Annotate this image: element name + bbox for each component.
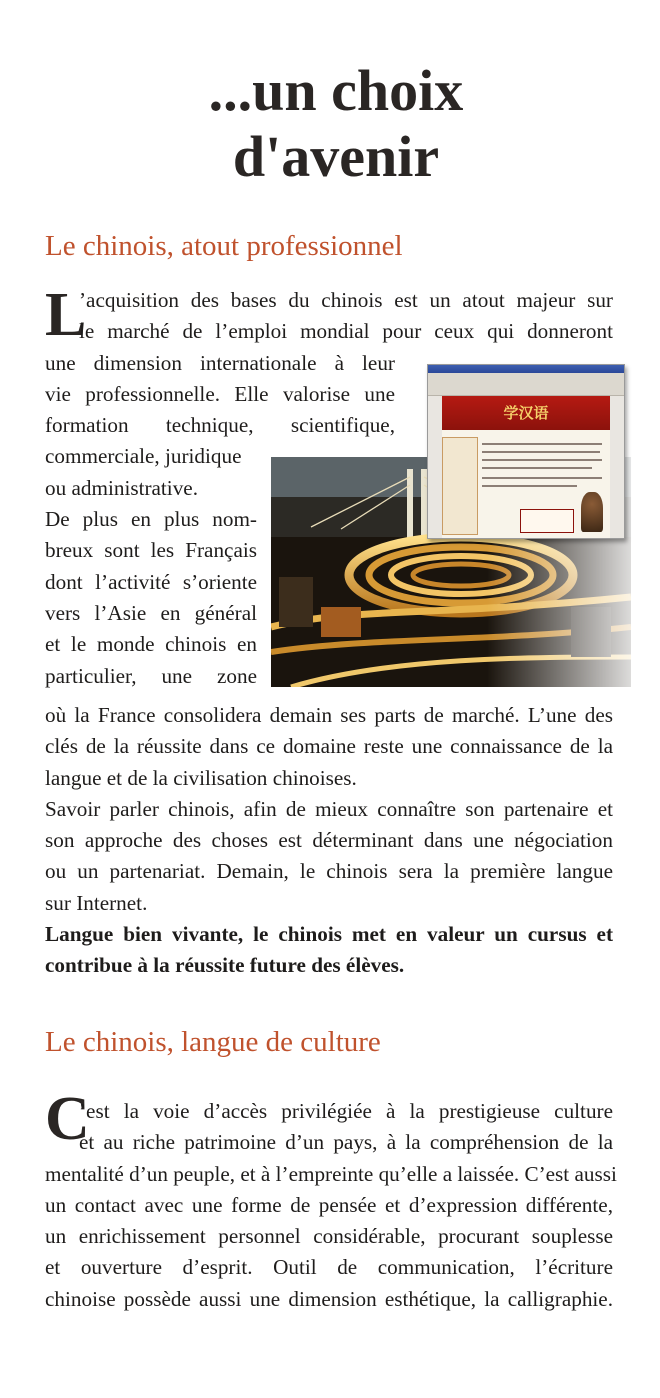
section2-full-lines [45, 1159, 617, 1315]
website-text-line [482, 485, 577, 487]
website-screenshot [427, 364, 625, 539]
text-line: sur Internet. [45, 890, 148, 915]
browser-title-bar [428, 365, 624, 373]
text-line: dont l’activité s’oriente [45, 569, 257, 594]
text-line: le marché de l’emploi mondial pour ceux qui donneront [79, 319, 613, 344]
dropcap-c: C [45, 1085, 90, 1153]
website-sidebar [442, 437, 478, 535]
text-line: chinoise possède aussi une dimension esthétique, la calligraphie. [45, 1286, 613, 1311]
text-line: et au riche patrimoine d’un pays, à la compréhension de la [79, 1130, 613, 1155]
text-line: ou administrative. [45, 475, 198, 500]
browser-toolbar [428, 373, 624, 396]
section1-full-lines [45, 700, 613, 982]
section-heading-culture: Le chinois, langue de culture [45, 1026, 381, 1058]
text-line: et ouverture d’esprit. Outil de communication, l’écriture [45, 1255, 613, 1280]
text-line: De plus en plus nom- [45, 507, 257, 532]
text-line: vie professionnelle. Elle valorise une [45, 381, 395, 406]
website-text-line [482, 451, 600, 453]
section1-intro-lines [79, 285, 613, 348]
website-red-box [520, 509, 574, 533]
website-text-line [482, 443, 602, 445]
text-line: formation technique, scientifique, [45, 413, 395, 438]
text-line: ’acquisition des bases du chinois est un atout majeur sur [79, 288, 613, 312]
text-line: son approche des choses est déterminant dans une négociation [45, 828, 613, 853]
text-line: où la France consolidera demain ses parts de marché. L’une des [45, 703, 613, 727]
website-banner: 学汉语 [442, 396, 610, 430]
text-line: vers l’Asie en général [45, 600, 257, 625]
text-line: un enrichissement personnel considérable, procurant souplesse [45, 1224, 613, 1249]
text-line: ’est la voie d’accès privilégiée à la prestigieuse culture [79, 1099, 613, 1123]
website-text-line [482, 477, 602, 479]
dropcap-l: L [45, 281, 87, 349]
text-line: et le monde chinois en [45, 632, 257, 657]
text-line: une dimension internationale à leur [45, 350, 395, 375]
website-text-line [482, 467, 592, 469]
text-line-bold: Langue bien vivante, le chinois met en valeur un cursus et [45, 922, 613, 947]
page-title [0, 58, 660, 190]
section-heading-professional: Le chinois, atout professionnel [45, 230, 403, 262]
section1-wrap-lines-b [45, 504, 257, 692]
page-title-line-1: ...un choix [208, 58, 464, 123]
website-text-line [482, 459, 602, 461]
website-figure-image [581, 492, 603, 532]
text-line: un contact avec une forme de pensée et d’expression différente, [45, 1192, 613, 1217]
text-line: breux sont les Français [45, 538, 257, 563]
text-line: particulier, une zone [45, 663, 257, 688]
text-line-bold: contribue à la réussite future des élèves. [45, 953, 405, 978]
page-title-line-2: d'avenir [232, 124, 440, 189]
text-line: mentalité d’un peuple, et à l’empreinte qu’elle a laissée. C’est aussi [45, 1161, 617, 1186]
text-line: langue et de la civilisation chinoises. [45, 765, 357, 790]
text-line: commerciale, juridique [45, 444, 242, 469]
section2-intro-lines [79, 1096, 613, 1159]
text-line: clés de la réussite dans ce domaine reste une connaissance de la [45, 734, 613, 759]
text-line: Savoir parler chinois, afin de mieux connaître son partenaire et [45, 796, 613, 821]
text-line: ou un partenariat. Demain, le chinois sera la première langue [45, 859, 613, 884]
